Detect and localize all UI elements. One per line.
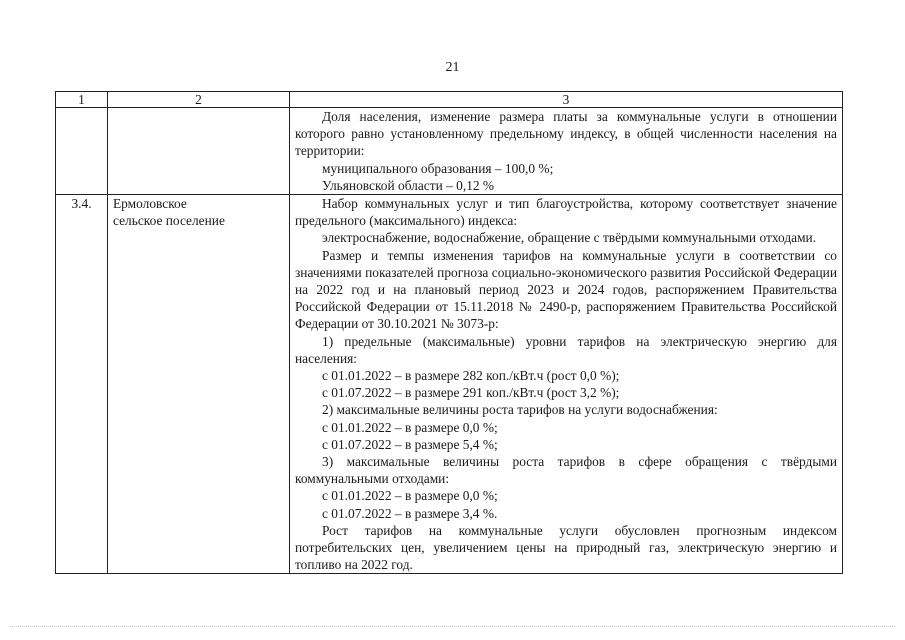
paragraph: Доля населения, изменение размера платы за коммунальные услуги в отношении которого равно установленному предельному индексу, в общей численности населения на территории:: [295, 109, 837, 159]
row-description: [290, 195, 843, 574]
paragraph: с 01.07.2022 – в размере 5,4 %;: [322, 436, 498, 452]
paragraph: с 01.01.2022 – в размере 0,0 %;: [322, 419, 498, 435]
settlement-name-line: Ермоловское: [113, 196, 187, 212]
settlement-name-line: сельское поселение: [113, 213, 225, 229]
page-number: 21: [445, 60, 460, 75]
table-header-row: [56, 92, 843, 108]
row-description: [290, 108, 843, 195]
row-number: 3.4.: [56, 195, 108, 574]
paragraph: электроснабжение, водоснабжение, обращение с твёрдыми коммунальными отходами.: [322, 230, 817, 246]
paragraph: Размер и темпы изменения тарифов на коммунальные услуги в соответствии со значениями показателей прогноза социально-экономического развития Российской Федерации на 2022 год и на плановый период 2023 и 2024 годов, распоряжением Правительства Российской Федерации от 15.11.2018 № 2490-р, распоряжением Правительства Российской Федерации от 30.10.2021 № 3073-р:: [295, 247, 837, 332]
paragraph: 2) максимальные величины роста тарифов на услуги водоснабжения:: [322, 402, 718, 418]
paragraph: Набор коммунальных услуг и тип благоустройства, которому соответствует значение предельного (максимального) индекса:: [295, 196, 837, 229]
paragraph: Ульяновской области – 0,12 %: [322, 177, 495, 193]
table-row: [56, 195, 843, 574]
paragraph: с 01.07.2022 – в размере 291 коп./кВт.ч (рост 3,2 %);: [322, 385, 620, 401]
paragraph: муниципального образования – 100,0 %;: [322, 160, 554, 176]
scan-noise-line: [10, 626, 895, 628]
tariff-table: [55, 91, 843, 574]
header-col-2: 2: [108, 92, 290, 108]
table-row: [56, 108, 843, 195]
row-number: [56, 108, 108, 195]
settlement-name: [108, 108, 290, 195]
paragraph: 1) предельные (максимальные) уровни тарифов на электрическую энергию для населения:: [295, 333, 837, 366]
settlement-name: [108, 195, 290, 574]
paragraph: Рост тарифов на коммунальные услуги обусловлен прогнозным индексом потребительских цен, увеличением цены на природный газ, электрическую энергию и топливо на 2022 год.: [295, 522, 837, 573]
header-col-3: 3: [290, 92, 843, 108]
paragraph: с 01.07.2022 – в размере 3,4 %.: [322, 505, 498, 521]
paragraph: с 01.01.2022 – в размере 282 коп./кВт.ч (рост 0,0 %);: [322, 368, 620, 384]
header-col-1: 1: [56, 92, 108, 108]
paragraph: 3) максимальные величины роста тарифов в сфере обращения с твёрдыми коммунальными отходами:: [295, 454, 837, 487]
paragraph: с 01.01.2022 – в размере 0,0 %;: [322, 488, 498, 504]
